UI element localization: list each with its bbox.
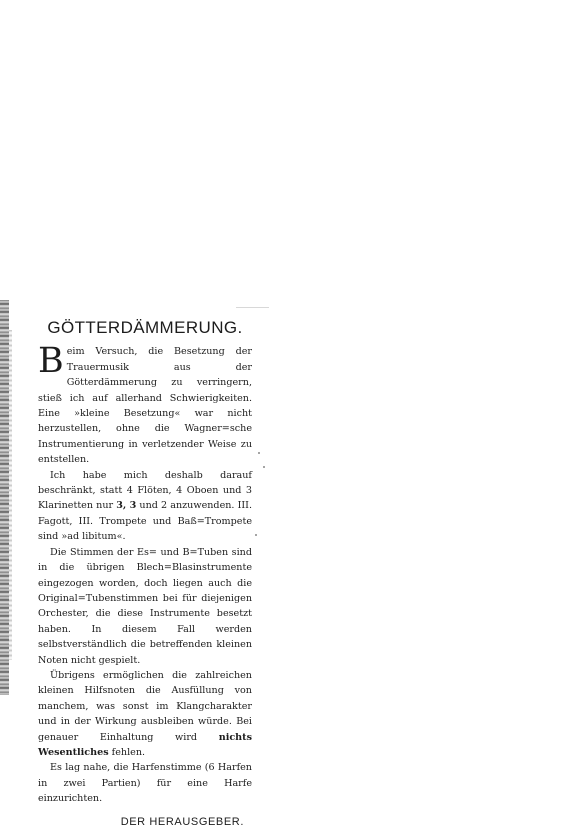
paragraph-4 (38, 668, 252, 760)
scan-speck (255, 534, 257, 536)
drop-cap: B (38, 341, 64, 382)
paragraph-5: Es lag nahe, die Harfenstimme (6 Harfen in zwei Partien) für eine Harfe einzurichten. (38, 762, 252, 805)
page-title: GÖTTERDÄMMERUNG. (47, 318, 243, 337)
paragraph-3: Die Stimmen der Es= und B=Tuben sind in die übrigen Blech=Blasinstrumente eingezogen worden, doch liegen auch die Original=Tubenstimmen bei für diejenigen Orchester, die diese Instrumente besetzt haben. In diesem Fall werden selbstverständlich die betreffenden kleinen Noten nicht gespielt. (38, 546, 252, 666)
scan-binding-shadow (9, 330, 12, 660)
signature: DER HERAUSGEBER. (120, 815, 244, 828)
paragraph-2 (38, 468, 252, 545)
paragraph-1-text: eim Versuch, die Besetzung der Trauermusik aus der Götterdämmerung zu verringern, stieß ich auf allerhand Schwierigkeiten. Eine »kleine Besetzung« war nicht herzustellen, ohne die Wagner=sche Instrumentierung in verletzender Weise zu entstellen. (38, 346, 252, 466)
paragraph-2-bold: 3, 3 (116, 500, 137, 512)
paragraph-4-text-b: fehlen. (108, 746, 146, 758)
document-page (38, 320, 252, 830)
paragraph-4-text-a: Übrigens ermöglichen die zahlreichen kleinen Hilfsnoten die Ausfüllung von manchem, was sonst im Klangcharakter und in der Wirkung ausbleiben würde. Bei genauer Einhaltung wird (38, 669, 252, 743)
paragraph-1 (38, 341, 252, 467)
scan-binding-edge (0, 300, 9, 695)
paragraph-2-text-a: Ich habe mich deshalb darauf beschränkt, statt 4 Flöten, 4 Oboen und 3 Klarinetten nur (38, 469, 252, 512)
paragraph-4-bold: nichts Wesentliches (38, 731, 252, 758)
scan-speck (263, 466, 265, 468)
scan-speck (258, 452, 260, 454)
paragraph-2-text-b: und 2 anzuwenden. III. Fagott, III. Trompete und Baß=Trompete sind »ad libitum«. (38, 500, 253, 543)
scan-top-mark (236, 307, 269, 308)
